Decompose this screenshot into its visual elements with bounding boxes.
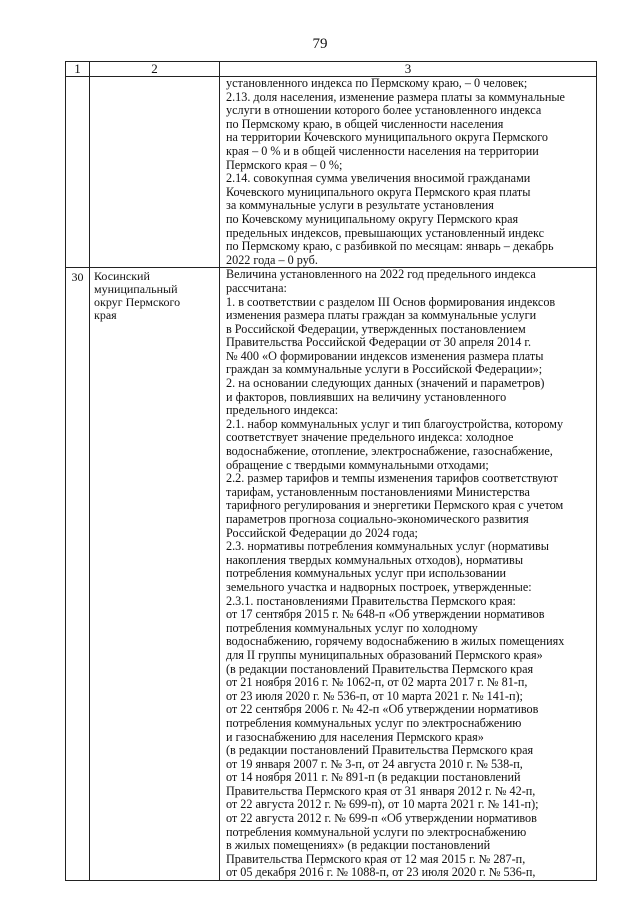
text-line: Правительства Пермского края от 12 мая 2015 г. № 287-п,: [226, 852, 526, 866]
table-body: [66, 77, 597, 881]
text-line: тарифного регулирования и энергетики Пермского края с учетом: [226, 499, 564, 513]
text-line: 2. на основании следующих данных (значений и параметров): [226, 377, 545, 391]
column-header-3: 3: [220, 62, 597, 77]
text-line: Правительства Российской Федерации от 30 апреля 2014 г.: [226, 336, 532, 350]
text-line: Величина установленного на 2022 год предельного индекса: [226, 268, 536, 282]
text-line: края – 0 % и в общей численности населения на территории: [226, 144, 539, 158]
text-line: (в редакции постановлений Правительства Пермского края: [226, 744, 534, 758]
page-number: 79: [312, 36, 328, 52]
document-table: [65, 61, 597, 881]
text-line: потребления коммунальной услуги по электроснабжению: [226, 825, 527, 839]
row-number-cell: [66, 77, 90, 268]
text-line: параметров прогноза социально-экономического развития: [226, 513, 529, 526]
table-header-row: [66, 62, 597, 77]
text-line: в жилых помещениях» (в редакции постановлений: [226, 839, 491, 853]
text-line: от 23 июля 2020 г. № 536-п, от 10 марта 2021 г. № 141-п);: [226, 689, 523, 703]
text-line: Кочевского муниципального округа Пермского края платы: [226, 185, 531, 199]
text-line: 2.13. доля населения, изменение размера платы за коммунальные: [226, 90, 565, 104]
text-line: от 05 декабря 2016 г. № 1088-п, от 23 июля 2020 г. № 536-п,: [226, 866, 536, 880]
text-line: предельных индексов, превышающих установленный индекс: [226, 226, 545, 240]
text-line: от 21 ноября 2016 г. № 1062-п, от 02 марта 2017 г. № 81-п,: [226, 676, 528, 690]
description-cell: [220, 77, 597, 268]
text-line: водоснабжению, горячему водоснабжению в жилых помещениях: [226, 635, 565, 649]
text-line: предельного индекса:: [226, 404, 339, 418]
text-line: и газоснабжению для населения Пермского края»: [226, 730, 484, 744]
municipality-name-line: края: [94, 308, 117, 323]
text-line: 2.3. нормативы потребления коммунальных услуг (нормативы: [226, 540, 549, 554]
text-line: 2.2. размер тарифов и темпы изменения тарифов соответствуют: [226, 472, 558, 486]
text-line: водоснабжение, отопление, электроснабжение, газоснабжение,: [226, 445, 553, 459]
text-line: граждан за коммунальные услуги в Российской Федерации»;: [226, 363, 543, 377]
table-row: [66, 268, 597, 881]
text-line: по Пермскому краю, с разбивкой по месяцам: январь – декабрь: [226, 240, 554, 254]
text-line: 1. в соответствии с разделом III Основ формирования индексов: [226, 295, 556, 309]
column-header-2: 2: [90, 62, 220, 77]
text-line: и факторов, повлиявших на величину установленного: [226, 390, 507, 404]
text-line: рассчитана:: [226, 281, 287, 295]
text-line: 2.1. набор коммунальных услуг и тип благоустройства, которому: [226, 417, 564, 431]
municipality-name-line: округ Пермского: [94, 295, 181, 310]
text-line: накопления твердых коммунальных отходов), нормативы: [226, 553, 524, 567]
municipality-name-cell: [90, 268, 220, 881]
text-line: 2.14. совокупная сумма увеличения вносимой гражданами: [226, 172, 531, 186]
text-line: от 22 августа 2012 г. № 699-п «Об утверждении нормативов: [226, 812, 537, 826]
text-line: соответствует значение предельного индекса: холодное: [226, 431, 514, 445]
text-line: в Российской Федерации, утвержденных постановлением: [226, 322, 526, 336]
text-line: (в редакции постановлений Правительства Пермского края: [226, 662, 534, 676]
text-line: потребления коммунальных услуг по холодному: [226, 621, 478, 635]
municipality-name-cell: [90, 77, 220, 268]
text-line: потребления коммунальных услуг по электроснабжению: [226, 716, 522, 730]
text-line: для II группы муниципальных образований Пермского края»: [226, 648, 543, 662]
text-line: от 22 сентября 2006 г. № 42-п «Об утверждении нормативов: [226, 703, 539, 717]
text-line: Правительства Пермского края от 31 января 2012 г. № 42-п,: [226, 784, 536, 798]
text-line: земельного участка и надворных построек, утвержденные:: [226, 580, 532, 594]
text-line: тарифам, установленным постановлениями Министерства: [226, 485, 530, 499]
text-line: от 22 августа 2012 г. № 699-п), от 10 марта 2021 г. № 141-п);: [226, 798, 539, 812]
text-line: потребления коммунальных услуг при использовании: [226, 567, 507, 581]
text-line: обращение с твердыми коммунальными отходами;: [226, 458, 489, 472]
text-line: за коммунальные услуги в результате установления: [226, 199, 494, 213]
municipality-name-line: Косинский: [94, 269, 150, 284]
text-line: от 19 января 2007 г. № 3-п, от 24 августа 2010 г. № 538-п,: [226, 757, 523, 771]
row-number-cell: 30: [66, 268, 90, 881]
text-line: установленного индекса по Пермскому краю, – 0 человек;: [226, 77, 528, 90]
text-line: 2022 года – 0 руб.: [226, 253, 318, 267]
text-line: на территории Кочевского муниципального округа Пермского: [226, 131, 548, 145]
text-line: от 14 ноября 2011 г. № 891-п (в редакции постановлений: [226, 771, 521, 785]
text-line: 2.3.1. постановлениями Правительства Пермского края:: [226, 594, 516, 608]
text-line: от 17 сентября 2015 г. № 648-п «Об утверждении нормативов: [226, 608, 545, 622]
text-line: по Кочевскому муниципальному округу Пермского края: [226, 212, 519, 226]
description-cell: [220, 268, 597, 881]
text-line: Пермского края – 0 %;: [226, 158, 343, 172]
column-header-1: 1: [66, 62, 90, 77]
table-row: [66, 77, 597, 268]
text-line: по Пермскому краю, в общей численности населения: [226, 117, 504, 131]
text-line: изменения размера платы граждан за коммунальные услуги: [226, 309, 537, 323]
text-line: услуги в отношении которого более установленного индекса: [226, 104, 542, 118]
municipality-name-line: муниципальный: [94, 282, 178, 297]
text-line: Российской Федерации до 2024 года;: [226, 526, 418, 540]
text-line: № 400 «О формировании индексов изменения размера платы: [226, 349, 544, 363]
